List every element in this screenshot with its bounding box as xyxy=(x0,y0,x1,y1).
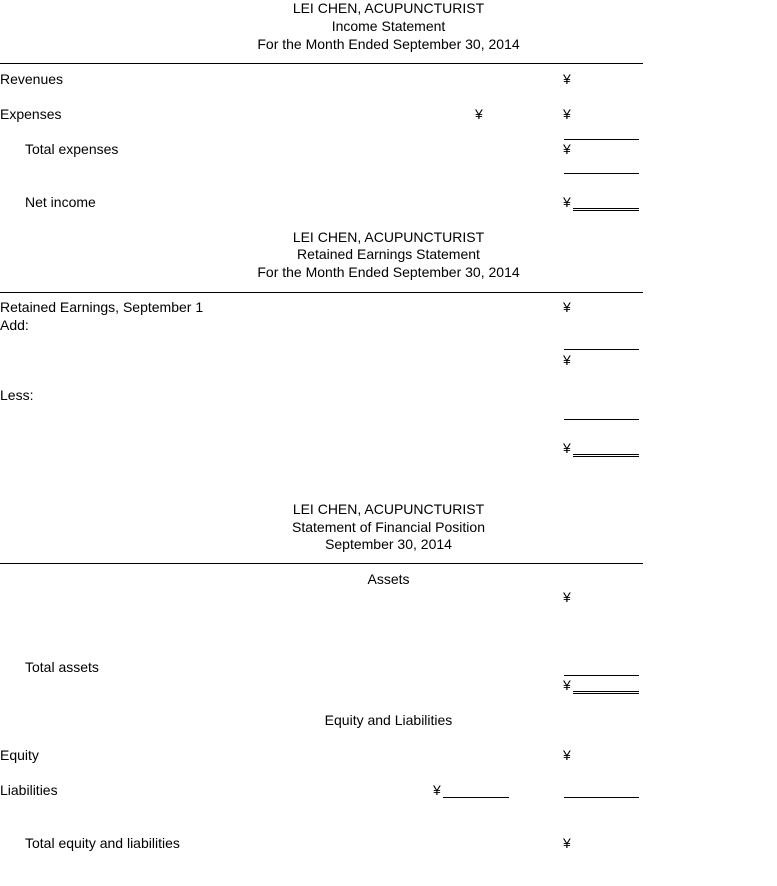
re-statement-header-rule xyxy=(0,292,643,293)
re-add-label: Add: xyxy=(0,317,29,333)
re-statement-period: For the Month Ended September 30, 2014 xyxy=(257,264,520,280)
income-statement-header-rule xyxy=(0,63,643,64)
assets-underline xyxy=(564,675,639,676)
re-ending-currency: ¥ xyxy=(563,440,571,456)
total-equity-liabilities-currency: ¥ xyxy=(563,835,571,851)
total-assets-label: Total assets xyxy=(25,659,99,675)
re-beginning-currency: ¥ xyxy=(563,299,571,315)
liabilities-detail-currency: ¥ xyxy=(433,782,441,798)
liabilities-detail-underline xyxy=(443,797,509,798)
net-income-double-underline-2 xyxy=(573,210,639,211)
revenues-currency: ¥ xyxy=(563,71,571,87)
equity-label: Equity xyxy=(0,747,39,763)
re-add-underline xyxy=(564,349,639,350)
expenses-detail-currency: ¥ xyxy=(475,106,483,122)
re-statement-title: Retained Earnings Statement xyxy=(297,246,480,262)
liabilities-underline xyxy=(564,797,639,798)
total-assets-double-underline-1 xyxy=(573,691,639,692)
income-statement-company: LEI CHEN, ACUPUNCTURIST xyxy=(292,0,485,16)
expenses-currency: ¥ xyxy=(563,106,571,122)
total-expenses-currency: ¥ xyxy=(563,141,571,157)
total-equity-liabilities-label: Total equity and liabilities xyxy=(25,835,180,851)
re-beginning-label: Retained Earnings, September 1 xyxy=(0,299,204,315)
re-ending-double-underline-1 xyxy=(573,454,639,455)
net-income-currency: ¥ xyxy=(563,194,571,210)
re-less-underline xyxy=(564,419,639,420)
total-expenses-label: Total expenses xyxy=(25,141,119,157)
income-statement-period: For the Month Ended September 30, 2014 xyxy=(257,36,520,52)
net-income-double-underline-1 xyxy=(573,208,639,209)
re-subtotal-currency: ¥ xyxy=(563,352,571,368)
equity-liabilities-heading: Equity and Liabilities xyxy=(324,712,453,728)
revenues-label: Revenues xyxy=(0,71,64,87)
sfp-title: Statement of Financial Position xyxy=(292,519,485,535)
expenses-underline xyxy=(564,139,639,140)
re-less-label: Less: xyxy=(0,387,34,403)
re-statement-company: LEI CHEN, ACUPUNCTURIST xyxy=(292,229,485,245)
income-statement-title: Income Statement xyxy=(331,18,446,34)
sfp-company: LEI CHEN, ACUPUNCTURIST xyxy=(292,501,485,517)
sfp-date: September 30, 2014 xyxy=(325,536,452,552)
assets-heading: Assets xyxy=(367,571,410,587)
total-assets-double-underline-2 xyxy=(573,693,639,694)
assets-currency: ¥ xyxy=(563,589,571,605)
net-income-label: Net income xyxy=(25,194,96,210)
expenses-label: Expenses xyxy=(0,106,62,122)
sfp-header-rule xyxy=(0,563,643,564)
re-ending-double-underline-2 xyxy=(573,456,639,457)
liabilities-label: Liabilities xyxy=(0,782,58,798)
total-assets-currency: ¥ xyxy=(563,677,571,693)
total-expenses-underline xyxy=(564,173,639,174)
equity-currency: ¥ xyxy=(563,747,571,763)
